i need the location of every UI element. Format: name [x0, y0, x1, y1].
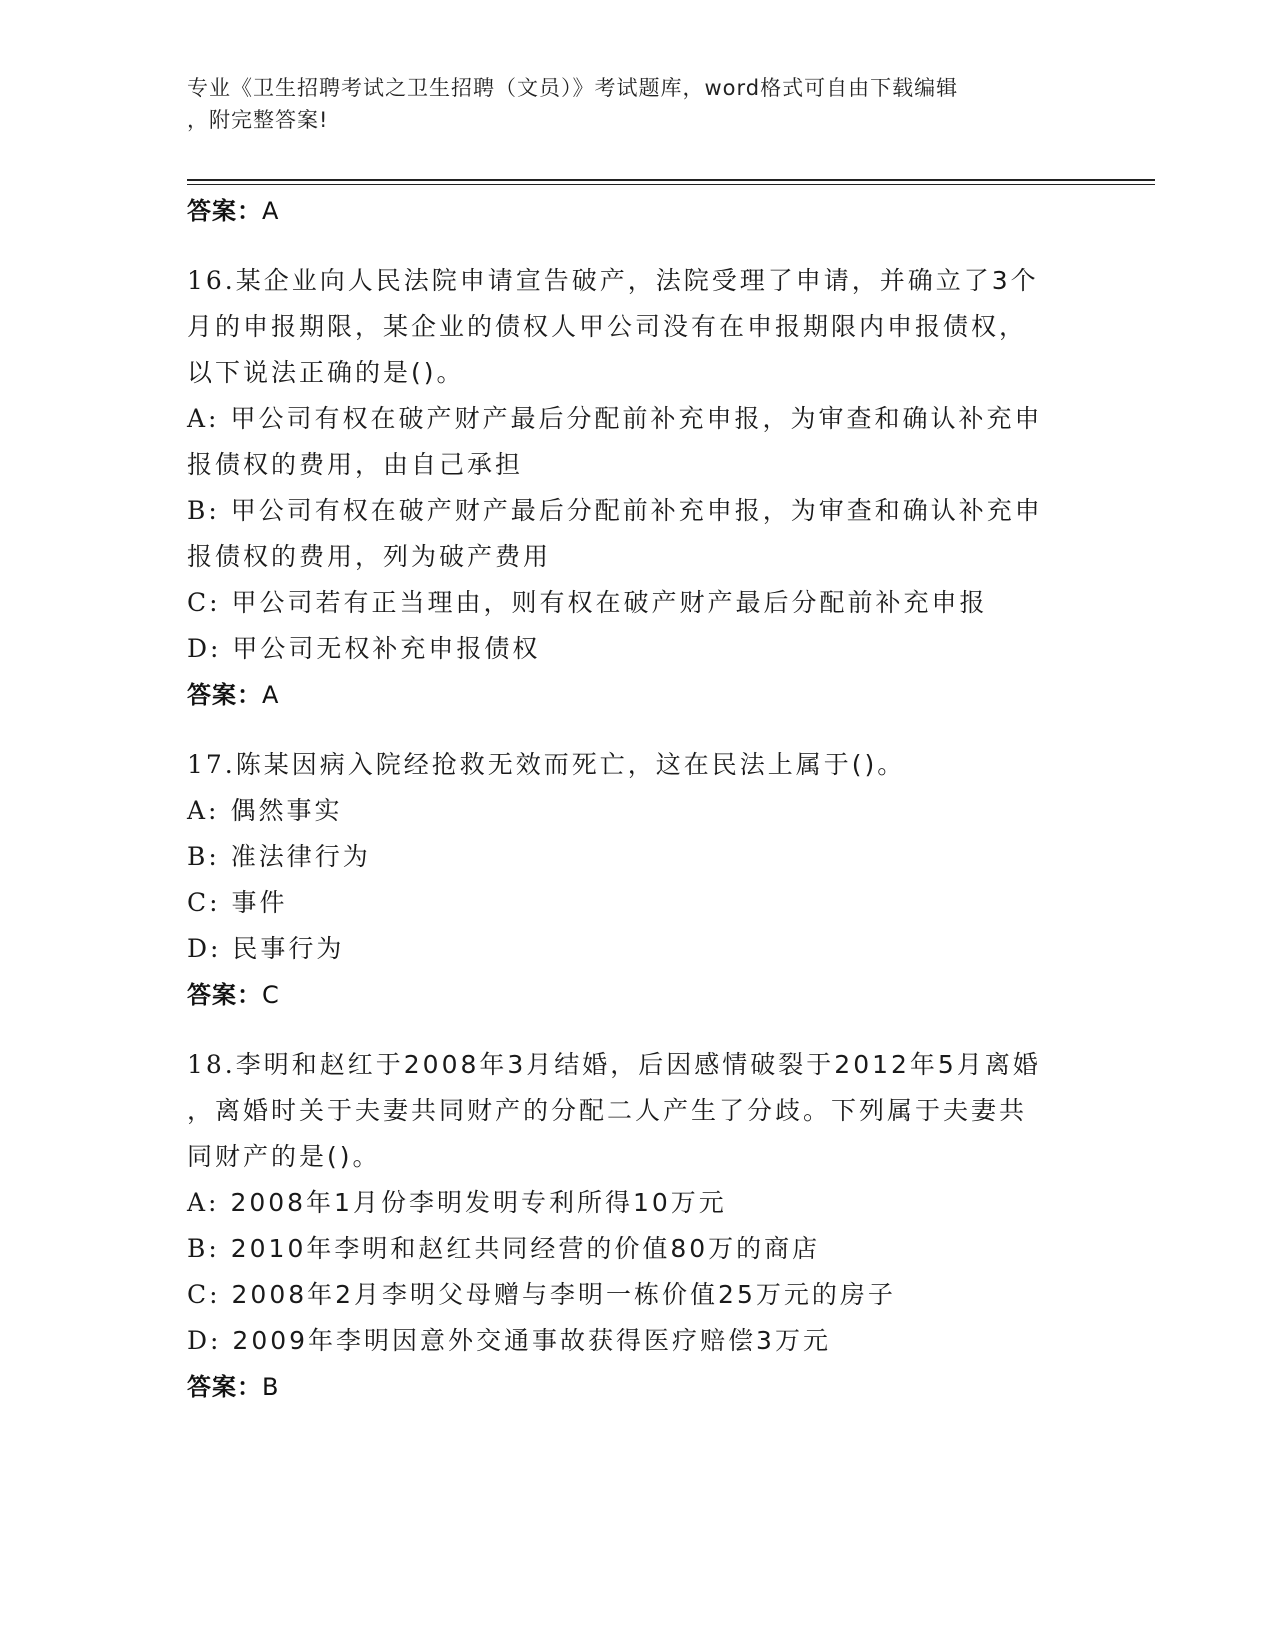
option-key: D: [187, 634, 222, 663]
option-b [187, 1226, 1087, 1272]
question-18 [187, 1042, 1087, 1410]
question-text-line: 以下说法正确的是()。 [187, 358, 465, 387]
option-a [187, 788, 1087, 834]
option-text: 甲公司有权在破产财产最后分配前补充申报，为审查和确认补充申 [230, 496, 1043, 525]
option-c [187, 880, 1087, 926]
option-b-continued: 报债权的费用，列为破产费用 [187, 542, 552, 571]
option-key: A: [187, 404, 220, 433]
option-key: B: [187, 842, 220, 871]
question-17 [187, 742, 1087, 1018]
question-number: 18. [187, 1050, 236, 1079]
option-key: C: [187, 588, 221, 617]
question-text-line: 18.李明和赵红于2008年3月结婚，后因感情破裂于2012年5月离婚 [187, 1050, 1041, 1079]
previous-answer [187, 188, 1087, 234]
option-key: A: [187, 796, 220, 825]
answer-value: B [262, 1373, 280, 1401]
question-answer [187, 672, 1087, 718]
option-a [187, 1180, 1087, 1226]
option-text: 民事行为 [232, 934, 345, 963]
option-text: 甲公司有权在破产财产最后分配前补充申报，为审查和确认补充申 [230, 404, 1043, 433]
answer-value: A [262, 681, 280, 709]
option-b [187, 488, 1087, 534]
option-a-continued: 报债权的费用，由自己承担 [187, 450, 524, 479]
option-text: 甲公司若有正当理由，则有权在破产财产最后分配前补充申报 [231, 588, 988, 617]
option-key: A: [187, 1188, 220, 1217]
header-line-2: ，附完整答案! [187, 108, 329, 132]
option-text: 2010年李明和赵红共同经营的价值80万的商店 [230, 1234, 821, 1263]
question-answer [187, 1364, 1087, 1410]
option-text: 2008年1月份李明发明专利所得10万元 [230, 1188, 727, 1217]
answer-label: 答案： [187, 197, 262, 225]
header-line-1: 专业《卫生招聘考试之卫生招聘（文员）》考试题库，word格式可自由下载编辑 [187, 76, 959, 100]
option-c [187, 1272, 1087, 1318]
option-key: B: [187, 1234, 220, 1263]
option-b [187, 834, 1087, 880]
option-key: B: [187, 496, 220, 525]
option-text: 2008年2月李明父母赠与李明一栋价值25万元的房子 [231, 1280, 896, 1309]
option-text: 甲公司无权补充申报债权 [232, 634, 541, 663]
option-c [187, 580, 1087, 626]
option-key: D: [187, 1326, 222, 1355]
answer-label: 答案： [187, 1373, 262, 1401]
option-text: 准法律行为 [230, 842, 371, 871]
questions-content [187, 188, 1087, 1410]
answer-value: C [262, 981, 280, 1009]
question-number: 16. [187, 266, 236, 295]
option-d [187, 626, 1087, 672]
option-text: 偶然事实 [230, 796, 343, 825]
header-rule-thick [187, 179, 1155, 181]
answer-value: A [262, 197, 280, 225]
question-text-line: ，离婚时关于夫妻共同财产的分配二人产生了分歧。下列属于夫妻共 [187, 1096, 1028, 1125]
answer-label: 答案： [187, 981, 262, 1009]
question-text-line: 月的申报期限，某企业的债权人甲公司没有在申报期限内申报债权， [187, 312, 1028, 341]
option-key: C: [187, 888, 221, 917]
question-answer [187, 972, 1087, 1018]
question-text-line: 同财产的是()。 [187, 1142, 381, 1171]
header-rule-thin [187, 184, 1155, 185]
question-text-line: 16.某企业向人民法院申请宣告破产，法院受理了申请，并确立了3个 [187, 266, 1039, 295]
page-header [187, 72, 1067, 136]
question-16 [187, 258, 1087, 718]
option-text: 事件 [231, 888, 288, 917]
question-text-line: 17.陈某因病入院经抢救无效而死亡，这在民法上属于()。 [187, 750, 906, 779]
option-d [187, 926, 1087, 972]
option-key: D: [187, 934, 222, 963]
option-text: 2009年李明因意外交通事故获得医疗赔偿3万元 [232, 1326, 831, 1355]
option-key: C: [187, 1280, 221, 1309]
question-number: 17. [187, 750, 236, 779]
option-d [187, 1318, 1087, 1364]
answer-label: 答案： [187, 681, 262, 709]
option-a [187, 396, 1087, 442]
